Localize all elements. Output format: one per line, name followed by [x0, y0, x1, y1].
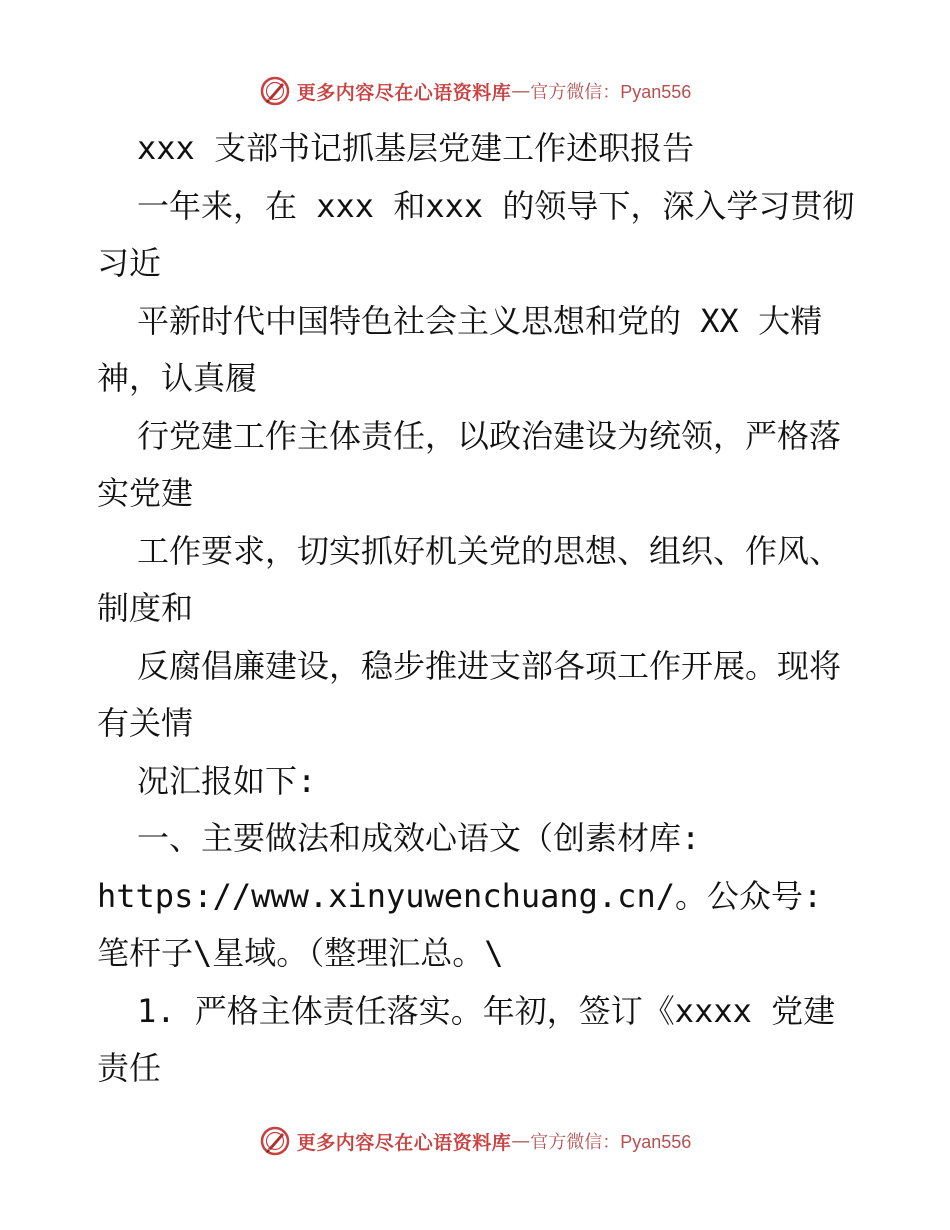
banner-wechat-label: 官方微信：	[530, 1132, 621, 1153]
banner-title: 更多内容尽在心语资料库	[296, 1131, 512, 1154]
body-paragraph: 1. 严格主体责任落实。年初，签订《xxxx 党建责任	[97, 991, 836, 1087]
banner-separator: —	[511, 1130, 531, 1152]
quill-pen-logo-icon	[259, 1125, 291, 1157]
body-paragraph: 况汇报如下:	[137, 761, 317, 800]
banner-wechat	[530, 1128, 691, 1154]
document-body	[97, 120, 857, 1098]
body-paragraph: 工作要求，切实抓好机关党的思想、组织、作风、制度和	[97, 531, 842, 627]
header-banner[interactable]	[0, 71, 950, 111]
quill-pen-logo-icon	[259, 75, 291, 107]
banner-separator: —	[511, 80, 531, 102]
banner-title: 更多内容尽在心语资料库	[296, 81, 512, 104]
body-paragraph: 行党建工作主体责任，以政治建设为统领，严格落实党建	[97, 416, 842, 512]
banner-wechat-label: 官方微信：	[530, 82, 621, 103]
body-paragraph: 平新时代中国特色社会主义思想和党的 XX 大精神，认真履	[97, 301, 823, 397]
footer-banner[interactable]	[0, 1121, 950, 1161]
source-link-paragraph: https://www.xinyuwenchuang.cn/。公众号: 笔杆子\星域。（整理汇总。\	[97, 876, 823, 972]
banner-wechat-id: Pyan556	[620, 1132, 692, 1152]
body-paragraph: 一年来，在 xxx 和xxx 的领导下，深入学习贯彻习近	[97, 186, 855, 282]
banner-wechat	[530, 78, 691, 104]
banner-wechat-id: Pyan556	[620, 82, 692, 102]
body-paragraph: 反腐倡廉建设，稳步推进支部各项工作开展。现将有关情	[97, 646, 842, 742]
section-heading: 一、主要做法和成效心语文（创素材库:	[137, 819, 701, 857]
document-title: xxx 支部书记抓基层党建工作述职报告	[137, 129, 695, 167]
